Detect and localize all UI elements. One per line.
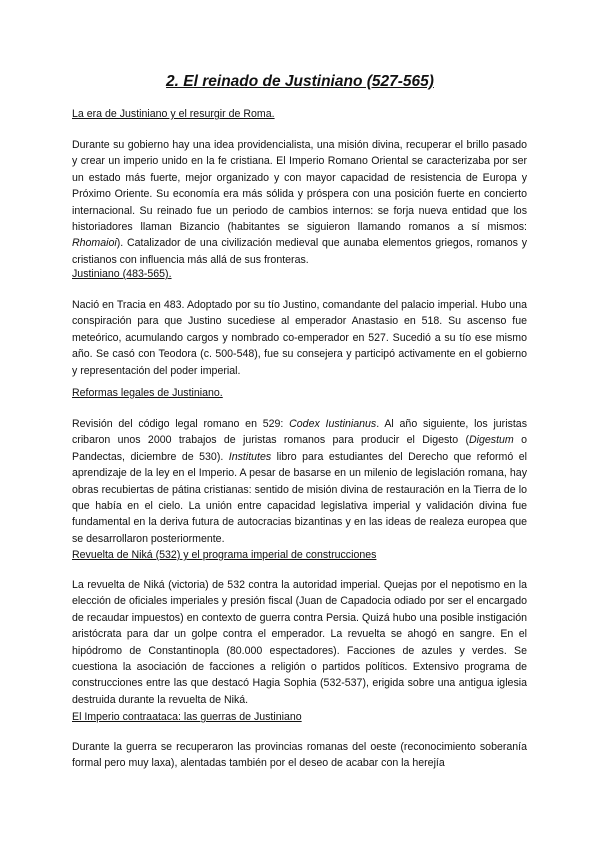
paragraph-text: Durante la guerra se recuperaron las provincias romanas del oeste (reconocimiento soberanía formal pero muy laxa), alentadas también por el deseo de acabar con la herejía: [72, 741, 527, 770]
section-paragraph-guerras: [72, 739, 527, 772]
section-heading-reformas-legales: Reformas legales de Justiniano.: [72, 387, 223, 399]
paragraph-italic-term: Institutes: [228, 450, 272, 463]
paragraph-text: La revuelta de Niká (victoria) de 532 contra la autoridad imperial. Quejas por el nepotismo en la elección de oficiales imperiales y presión fiscal (Juan de Capadocia odiado por ser el encargado de recaudar impuestos) en contexto de guerra contra Persia. Quizá hubo una posible instigación aristócrata para dar un golpe contra el emperador. La revuelta se ahogó en sangre. En el hipódromo de Constantinopla (80.000 espectadores). Facciones de azules y verdes. Se cuestiona la asociación de facciones a religión o partidos políticos. Extensivo programa de construcciones entre las que destacó Hagia Sophia (532-537), erigida sobre una antigua iglesia destruida durante la revuelta de Niká.: [72, 579, 527, 706]
section-paragraph-reformas-legales: [72, 416, 527, 547]
section-heading-guerras: El Imperio contraataca: las guerras de Justiniano: [72, 711, 302, 723]
paragraph-text: libro para estudiantes del Derecho que reformó el aprendizaje de la ley en el Imperio. A pesar de basarse en un milenio de legislación romana, hay obras recubiertas de pátina cristianas: sentido de misión divina de restauración en la Tierra de lo que había en el cielo. La unión entre capacidad legislativa imperial y validación divina fue fundamental en la deriva futura de autocracias bizantinas y en las ideas de realeza europea que se desarrollaron posteriormente.: [72, 450, 527, 545]
page-title: 2. El reinado de Justiniano (527-565): [166, 73, 434, 90]
paragraph-italic-term: Digestum: [469, 434, 514, 447]
paragraph-text: o Pandectas, diciembre de 530).: [72, 434, 527, 463]
paragraph-text: Durante su gobierno hay una idea providencialista, una misión divina, recuperar el brillo pasado y crear un imperio unido en la fe cristiana. El Imperio Romano Oriental se caracterizaba por ser un estado más fuerte, mejor organizado y con mayor capacidad de resistencia de Europa y Próximo Oriente. Su economía era más sólida y próspera con una posición fuerte en concierto internacional. Su reinado fue un periodo de cambios internos: se forja nueva entidad que los historiadores llaman Bizancio (habitantes se siguieron llamando romanos a sí mismos:: [72, 139, 527, 234]
section-paragraph-justiniano-bio: [72, 297, 527, 379]
section-heading-revuelta-nika: Revuelta de Niká (532) y el programa imperial de construcciones: [72, 549, 377, 561]
section-heading-era-justiniano: La era de Justiniano y el resurgir de Roma.: [72, 108, 275, 120]
paragraph-text: Revisión del código legal romano en 529:: [72, 418, 290, 430]
section-paragraph-revuelta-nika: [72, 577, 527, 708]
paragraph-text: Nació en Tracia en 483. Adoptado por su tío Justino, comandante del palacio imperial. Hubo una conspiración para que Justino sucediese al emperador Anastasio en 518. Su ascenso fue meteórico, acumulando cargos y nombrado co-emperador en 527. Sucedió a su tío ese mismo año. Se casó con Teodora (c. 500-548), fue su consejera y participó activamente en el gobierno y representación del poder imperial.: [72, 299, 527, 377]
section-paragraph-era-justiniano: [72, 137, 527, 268]
section-heading-justiniano-bio: Justiniano (483-565).: [72, 268, 172, 280]
paragraph-italic-term: Codex Iustinianus: [289, 418, 377, 430]
paragraph-text: ). Catalizador de una civilización medieval que aunaba elementos griegos, romanos y cristianos con influencia más allá de sus fronteras.: [72, 237, 527, 266]
paragraph-text: . Al año siguiente, los juristas cribaron unos 2000 trabajos de juristas romanos para producir el Digesto (: [72, 418, 527, 447]
paragraph-italic-term: Rhomaioi: [72, 237, 117, 250]
